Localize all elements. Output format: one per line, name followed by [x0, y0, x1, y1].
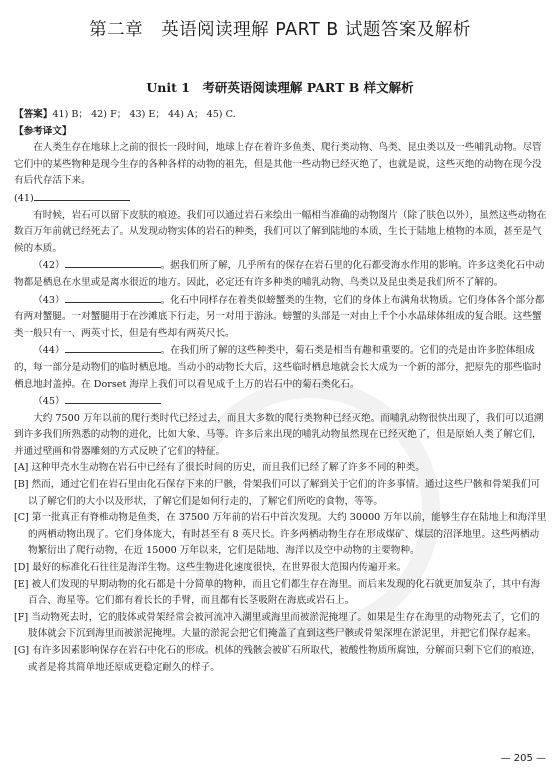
option-e: [E] 被人们发现的早期动物的化石都是十分简单的物种，而且它们都生存在海里。而后来发现的化石就更加复杂了，其中有海百合、海星等。它们都有着长长的手臂，而且都有长茎吸附在海底或岩石上。	[14, 578, 541, 607]
blank-45-number: （45）	[33, 396, 65, 408]
blank-44	[65, 342, 161, 353]
paragraph-2: 有时候，岩石可以留下皮肤的痕迹。我们可以通过岩石来绘出一幅相当准确的动物图片（除了肤色以外），虽然这些动物在数百万年前就已经死去了。从发现动物实体的岩石的种类，我们可以了解到陆地的本质，生长于陆地上植物的本质，甚至是气候的本质。	[14, 209, 547, 254]
main-content	[14, 107, 548, 676]
blank-44-number: （44）	[33, 345, 65, 357]
option-a: [A] 这种甲壳水生动物在岩石中已经有了很长时间的历史，而且我们已经了解了许多不同的种类。	[14, 462, 425, 474]
paragraph-6: 大约 7500 万年以前的爬行类时代已经过去，而且大多数的爬行类物种已经灭绝。而哺乳动物很快出现了，我们可以追溯到许多我们所熟悉的动物的进化，比如大象、马等。许多后来出现的哺乳动物虽然现在已经灭绝了，但是原始人类了解它们，并通过壁画和骨器雕刻的方式反映了它们的特征。	[14, 412, 544, 457]
chapter-title: 第二章 英语阅读理解 PART B 试题答案及解析	[89, 20, 471, 40]
blank-42	[65, 257, 161, 268]
answers-line	[14, 107, 548, 124]
paragraph-4: 。化石中同样存在着类似螃蟹类的生物，它们的身体上布满角状物质。它们身体各个部分都有两对蟹腿。一对蟹腿用于在沙滩底下行走，另一对用于游泳。螃蟹的头部是一对由上千个小水晶球体组成的复合眼。这些蟹类一般只有一、两英寸长，但是有些却有两英尺长。	[14, 294, 545, 339]
page-number: — 205 —	[500, 753, 546, 764]
paragraph-3: 。据我们所了解，几乎所有的保存在岩石里的化石都受海水作用的影响。许多这类化石中动物都是栖息在水里或是离水很近的地方。因此，必定还有许多种类的哺乳动物、鸟类以及昆虫类是我们所不了解的。	[14, 260, 545, 288]
option-f: [F] 当动物死去时，它的肢体或骨架经常会被河流冲入湖里或海里而被淤泥掩埋了。如果是生存在海里的动物死去了，它们的肢体就会下沉到海里而被淤泥掩埋。大量的淤泥会把它们掩盖了直到这些尸骸或骨架深埋在淤泥里，并把它们保存起来。	[14, 611, 540, 640]
blank-41-line	[14, 190, 548, 208]
answers-text: 41) B； 42) F； 43) E； 44) A； 45) C.	[52, 109, 236, 120]
translation-label: 【参考译文】	[14, 125, 72, 137]
unit-title: Unit 1 考研英语阅读理解 PART B 样文解析	[146, 80, 414, 95]
answers-label: 【答案】	[14, 109, 53, 120]
blank-45-line	[14, 393, 548, 411]
blank-45	[65, 393, 161, 404]
option-c: [C] 第一批真正有脊椎动物是鱼类，在 37500 万年前的岩石中首次发现。大约 30000 万年以前，能够生存在陆地上和海洋里的两栖动物出现了。它们身体庞大，有时甚至有 8 英尺长。许多两栖动物生存在形成煤矿、煤层的沼泽地里。这些两栖动物繁衍出了爬行动物，在近 15000 万年以来，它们是陆地、海洋以及空中动物的主要物种。	[14, 512, 547, 557]
paragraph-3-line	[14, 257, 548, 291]
paragraph-4-line	[14, 292, 548, 343]
blank-43-number: （43）	[33, 294, 65, 306]
paragraph-5-line	[14, 342, 548, 393]
option-g: [G] 有许多因素影响保存在岩石中化石的形成。机体的残骸会被矿石所取代，被酸性物质所腐蚀，分解而只剩下它们的痕迹，或者是将其简单地还原成更稳定耐久的样子。	[14, 645, 541, 673]
paragraph-5: 。在我们所了解的这些种类中，菊石类是相当有趣和重要的。它们的壳是由许多腔体组成的，每一部分是动物们的临时栖息地。当动小的动物长大后，这些临时栖息地就会长大成为一个新的部分，把原先的那些临时栖息地封盖掉。在 Dorset 海岸上我们可以看见成千上万的岩石中的菊石类化石。	[14, 345, 542, 390]
blank-43	[65, 292, 161, 303]
blank-42-number: （42）	[33, 260, 65, 272]
blank-41-number: (41)	[14, 192, 34, 204]
paragraph-1: 在人类生存在地球上之前的很长一段时间，地球上存在着许多鱼类、爬行类动物、鸟类、昆虫类以及一些哺乳动物。尽管它们中的某些物种是现今生存的各种各样的动物的祖先，但是其他一些动物已经灭绝了，也就是说，这些灭绝的动物在现今没有后代存活下来。	[14, 142, 542, 187]
blank-41	[34, 190, 130, 201]
option-d: [D] 最好的标准化石往往是海洋生物。这些生物进化速度很快，在世界很大范围内传遍开来。	[14, 562, 407, 574]
option-b: [B] 然而，通过它们在岩石里由化石保存下来的尸骸，骨架我们可以了解到关于它们的许多事情。通过这些尸骸和骨架我们可以了解它们的大小以及形状，了解它们是如何行走的，了解它们所吃的食物，等等。	[14, 479, 541, 507]
